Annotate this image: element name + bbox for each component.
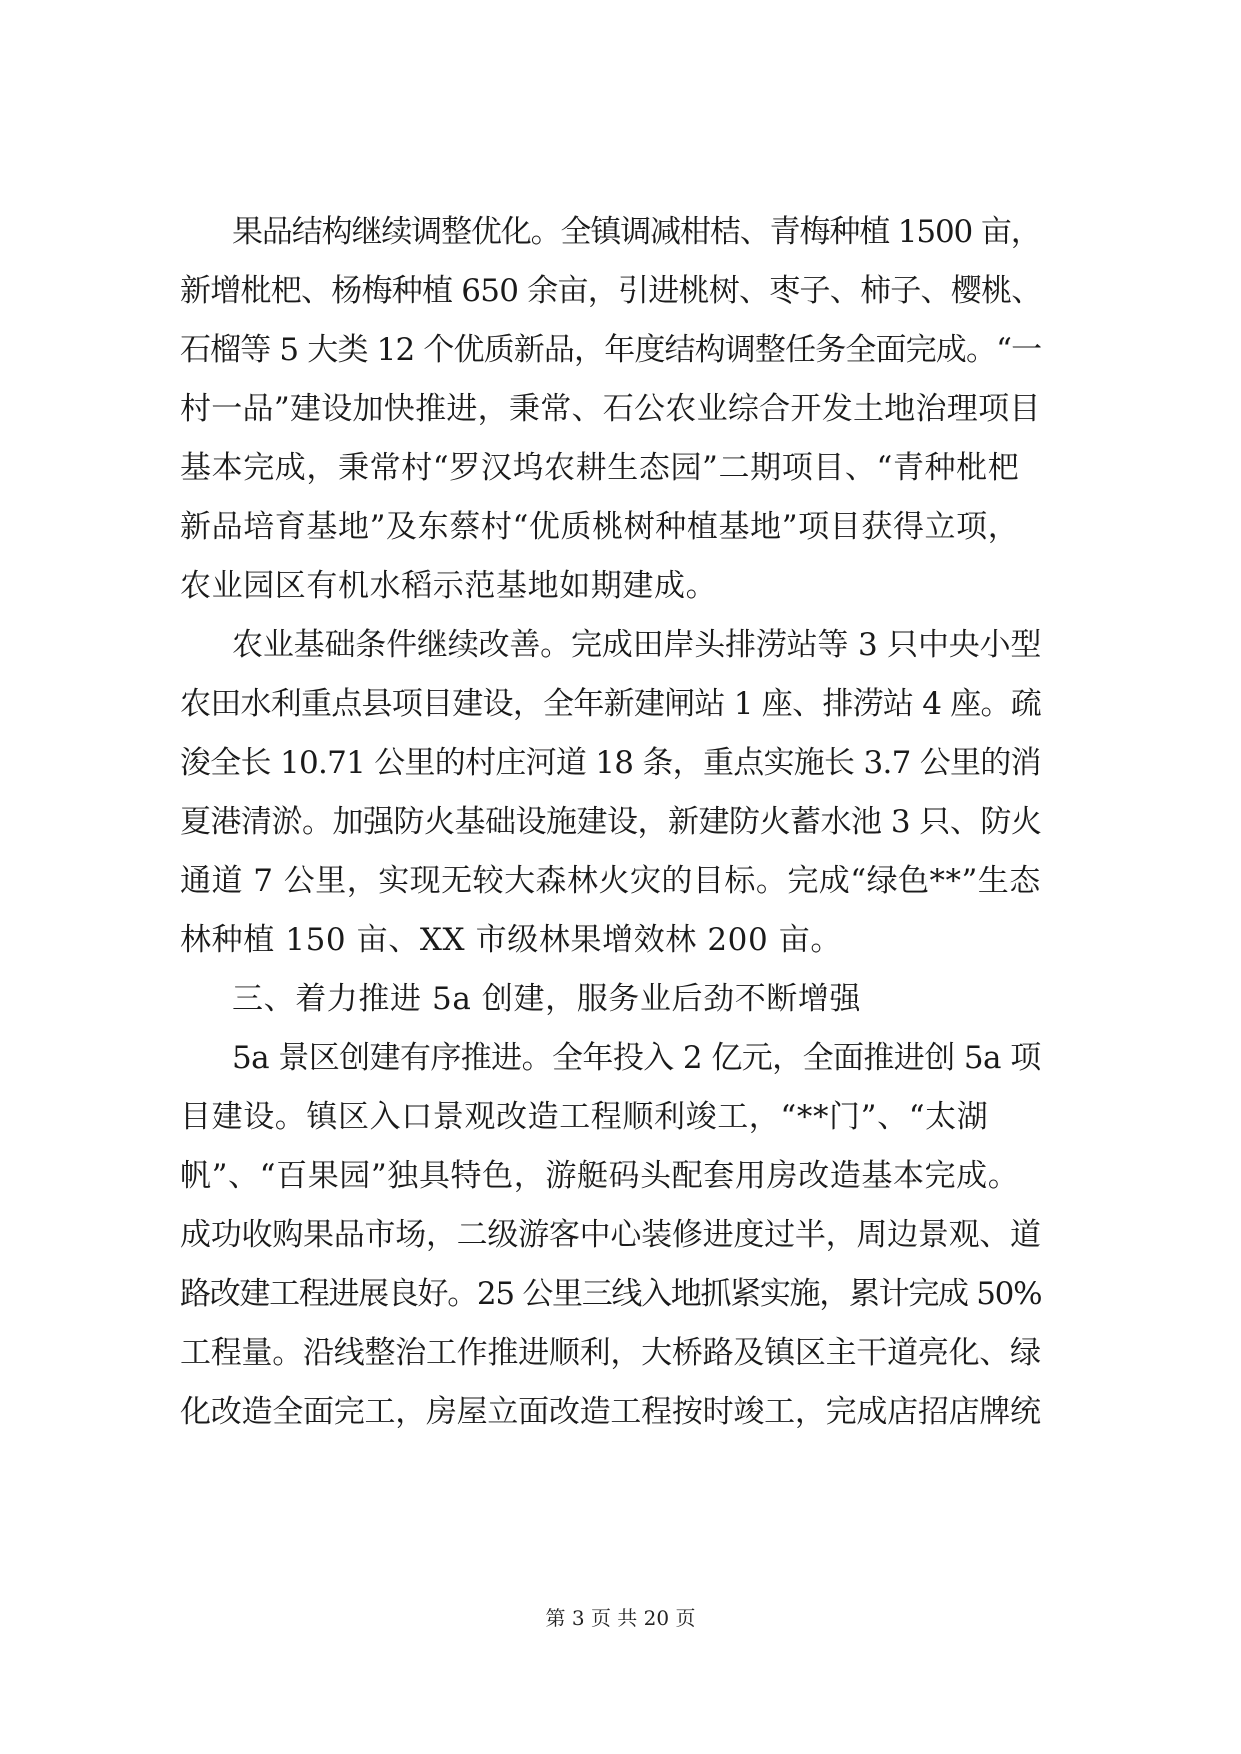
paragraph-agri-infra-line-4: 夏港清淤。加强防火基础设施建设，新建防火蓄水池 3 只、防火 [180,804,1042,840]
paragraph-fruit-structure-line-2: 新增枇杷、杨梅种植 650 余亩，引进桃树、枣子、柿子、樱桃、 [180,273,1042,309]
paragraph-fruit-structure-line-7: 农业园区有机水稻示范基地如期建成。 [180,568,718,604]
paragraph-fruit-structure-line-3: 石榴等 5 大类 12 个优质新品，年度结构调整任务全面完成。“一 [180,332,1042,368]
paragraph-5a-line-2: 目建设。镇区入口景观改造工程顺利竣工，“**门”、“太湖 [180,1099,989,1135]
paragraph-fruit-structure-line-6: 新品培育基地”及东蔡村“优质桃树种植基地”项目获得立项， [180,509,1020,545]
paragraph-fruit-structure-line-1: 果品结构继续调整优化。全镇调减柑桔、青梅种植 1500 亩， [232,214,1041,250]
paragraph-agri-infra-line-2: 农田水利重点县项目建设，全年新建闸站 1 座、排涝站 4 座。疏 [180,686,1042,722]
paragraph-fruit-structure-line-4: 村一品”建设加快推进，秉常、石公农业综合开发土地治理项目 [180,391,1041,427]
paragraph-agri-infra-line-5: 通道 7 公里，实现无较大森林火灾的目标。完成“绿色**”生态 [180,863,1041,899]
paragraph-5a-line-1: 5a 景区创建有序推进。全年投入 2 亿元，全面推进创 5a 项 [232,1040,1041,1076]
paragraph-5a-line-6: 工程量。沿线整治工作推进顺利，大桥路及镇区主干道亮化、绿 [180,1335,1041,1371]
paragraph-agri-infra-line-6: 林种植 150 亩、XX 市级林果增效林 200 亩。 [180,922,842,958]
paragraph-fruit-structure-line-5: 基本完成，秉常村“罗汉坞农耕生态园”二期项目、“青种枇杷 [180,450,1020,486]
paragraph-5a-line-5: 路改建工程进展良好。25 公里三线入地抓紧实施，累计完成 50% [180,1276,1042,1312]
paragraph-5a-line-7: 化改造全面完工，房屋立面改造工程按时竣工，完成店招店牌统 [180,1394,1041,1430]
paragraph-agri-infra-line-1: 农业基础条件继续改善。完成田岸头排涝站等 3 只中央小型 [232,627,1042,663]
section-heading-3: 三、着力推进 5a 创建，服务业后劲不断增强 [232,981,862,1017]
paragraph-5a-line-3: 帆”、“百果园”独具特色，游艇码头配套用房改造基本完成。 [180,1158,1020,1194]
page-number-footer: 第 3 页 共 20 页 [545,1606,696,1630]
paragraph-agri-infra-line-3: 浚全长 10.71 公里的村庄河道 18 条，重点实施长 3.7 公里的消 [180,745,1041,781]
paragraph-5a-line-4: 成功收购果品市场，二级游客中心装修进度过半，周边景观、道 [180,1217,1041,1253]
